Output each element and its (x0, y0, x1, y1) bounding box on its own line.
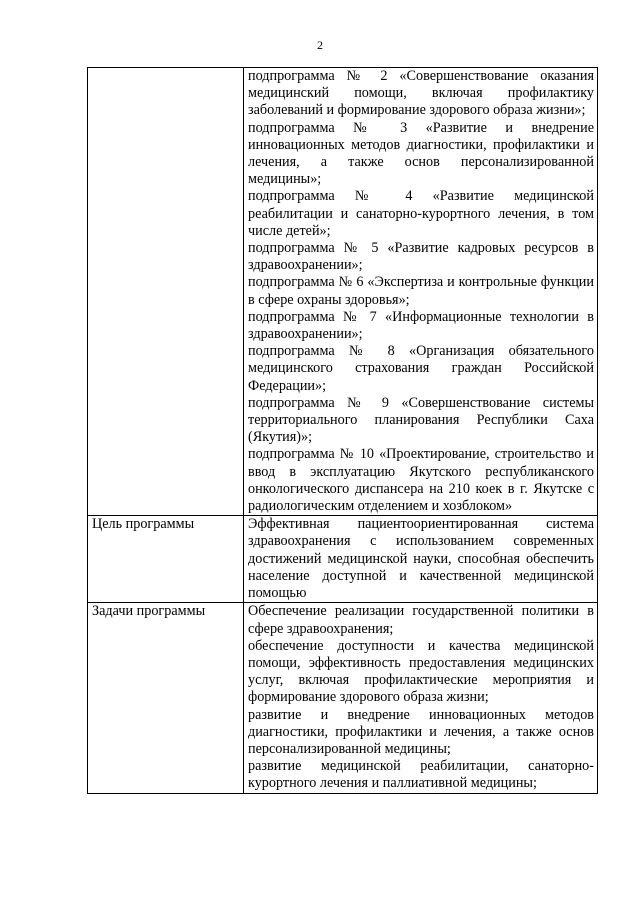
task-item: развитие медицинской реабилитации, санаторно-курортного лечения и паллиативной медицины; (248, 758, 594, 792)
subprogram-item: подпрограмма № 7 «Информационные технологии в здравоохранении»; (248, 308, 594, 343)
task-item: развитие и внедрение инновационных методов диагностики, профилактики и лечения, а также основ персонализированной медицины; (248, 706, 594, 757)
row-content (244, 516, 598, 603)
row-label: Задачи программы (88, 603, 244, 793)
subprogram-item: подпрограмма № 2 «Совершенствование оказания медицинский помощи, включая профилактику заболеваний и формирование здорового образа жизни»; (248, 68, 594, 119)
subprogram-item: подпрограмма № 9 «Совершенствование системы территориального планирования Республики Саха (Якутия)»; (248, 394, 594, 446)
program-passport-table (87, 67, 598, 794)
row-label: Цель программы (88, 516, 244, 603)
table-row-goal (88, 516, 598, 603)
subprogram-item: подпрограмма № 5 «Развитие кадровых ресурсов в здравоохранении»; (248, 240, 594, 274)
subprogram-item: подпрограмма № 3 «Развитие и внедрение инновационных методов диагностики, профилактики и лечения, а также основ персонализированной медицины»; (248, 119, 594, 188)
page-number: 2 (317, 38, 323, 52)
row-content (244, 603, 598, 793)
table-row-tasks (88, 603, 598, 793)
task-item: Обеспечение реализации государственной политики в сфере здравоохранения; (248, 603, 594, 637)
subprogram-item: подпрограмма № 10 «Проектирование, строительство и ввод в эксплуатацию Якутского республиканского онкологического диспансера на 210 коек в г. Якутске с радиологическим отделением и хозблоком» (248, 446, 594, 515)
goal-text: Эффективная пациентоориентированная система здравоохранения с использованием современных достижений медицинской науки, способная обеспечить население доступной и качественной медицинской помощью (248, 516, 594, 602)
row-label (88, 68, 244, 516)
table-row-subprograms (88, 68, 598, 516)
subprogram-item: подпрограмма № 6 «Экспертиза и контрольные функции в сфере охраны здоровья»; (248, 274, 594, 308)
row-content (244, 68, 598, 516)
subprogram-item: подпрограмма № 8 «Организация обязательного медицинского страхования граждан Российской Федерации»; (248, 343, 594, 394)
task-item: обеспечение доступности и качества медицинской помощи, эффективность предоставления медицинских услуг, включая профилактические мероприятия и формирование здорового образа жизни; (248, 637, 594, 706)
subprogram-item: подпрограмма № 4 «Развитие медицинской реабилитации и санаторно-курортного лечения, в том числе детей»; (248, 188, 594, 239)
